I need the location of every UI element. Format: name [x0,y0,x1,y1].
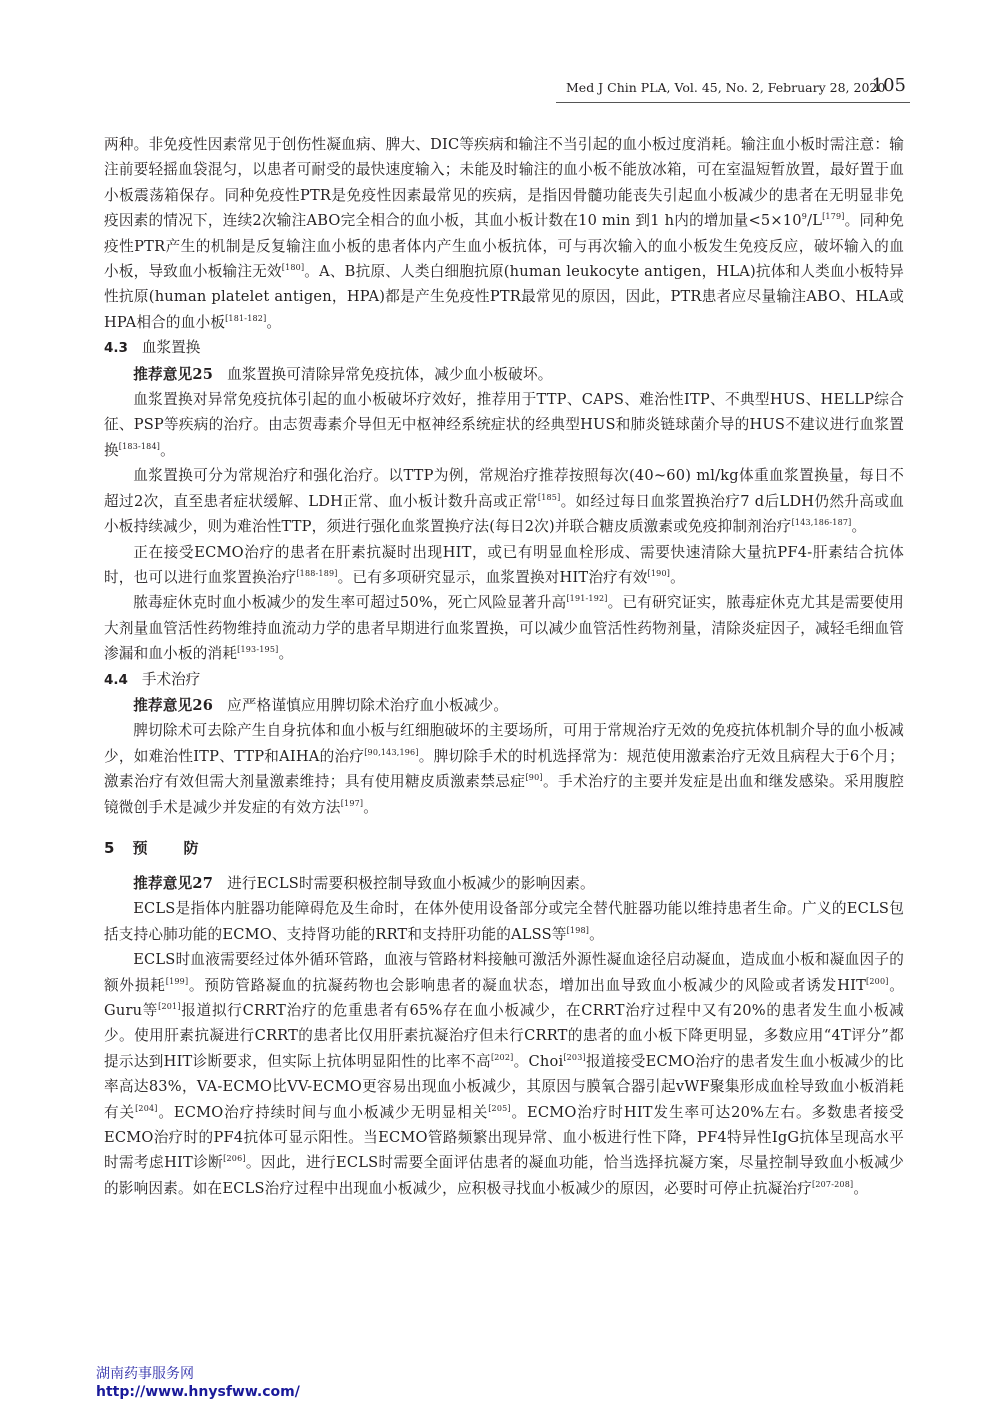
watermark-footer [96,1365,300,1401]
citation: [181-182] [225,313,267,323]
citation: [204] [135,1103,158,1113]
recommendation-26: 推荐意见26 应严格谨慎应用脾切除术治疗血小板减少。 [133,696,509,714]
article-body [104,132,904,1201]
citation: [205] [488,1103,511,1113]
citation: [199] [165,976,189,986]
citation: [198] [566,925,590,935]
citation: [179] [822,212,845,222]
citation: [191-192] [566,594,608,604]
section-heading-4-4: 4.4 手术治疗 [104,670,201,688]
paragraph-ecls-definition: ECLS是指体内脏器功能障碍危及生命时，在体外使用设备部分或完全替代脏器功能以维持患者生命。广义的ECLS包括支持心肺功能的ECMO、支持肾功能的RRT和支持肝功能的ALSS等[198]。 [104,900,904,943]
citation: [206] [223,1154,246,1164]
citation: [203] [563,1052,586,1062]
paragraph-ecls-coagulation: ECLS时血液需要经过体外循环管路，血液与管路材料接触可激活外源性凝血途径启动凝血，造成血小板和凝血因子的额外损耗[199]。预防管路凝血的抗凝药物也会影响患者的凝血状态，增加出血导致血小板减少的风险或者诱发HIT[200]。Guru等[201]报道拟行CRRT治疗的危重患者有65%存在血小板减少，在CRRT治疗过程中又有20%的患者发生血小板减少。使用肝素抗凝进行CRRT的患者比仅用肝素抗凝治疗但未行CRRT的患者的血小板下降更明显，多数应用“4T评分”都提示达到HIT诊断要求，但实际上抗体明显阳性的比率不高[202]。Choi[203]报道接受ECMO治疗的患者发生血小板减少的比率高达83%，VA-ECMO比VV-ECMO更容易出现血小板减少，其原因与膜氧合器引起vWF聚集形成血栓导致血小板消耗有关[204]。ECMO治疗持续时间与血小板减少无明显相关[205]。ECMO治疗时HIT发生率可达20%左右。多数患者接受ECMO治疗时的PF4抗体可显示阳性。当ECMO管路频繁出现异常、血小板进行性下降，PF4特异性IgG抗体呈现高水平时需考虑HIT诊断[206]。因此，进行ECLS时需要全面评估患者的凝血功能，恰当选择抗凝方案，尽量控制导致血小板减少的影响因素。如在ECLS治疗过程中出现血小板减少，应积极寻找血小板减少的原因，必要时可停止抗凝治疗[207-208]。 [104,951,904,1197]
paragraph-splenectomy: 脾切除术可去除产生自身抗体和血小板与红细胞破坏的主要场所，可用于常规治疗无效的免疫抗体机制介导的血小板减少，如难治性ITP、TTP和AIHA的治疗[90,143,196]。脾切除手术的时机选择常为：规范使用激素治疗无效且病程大于6个月；激素治疗有效但需大剂量激素维持；具有使用糖皮质激素禁忌症[90]。手术治疗的主要并发症是出血和继发感染。采用腹腔镜微创手术是减少并发症的有效方法[197]。 [104,722,904,816]
citation: [185] [537,492,561,502]
citation: [202] [490,1052,514,1062]
page-number: 105 [871,75,906,96]
paragraph-ecmo-hit: 正在接受ECMO治疗的患者在肝素抗凝时出现HIT，或已有明显血栓形成、需要快速清除大量抗PF4-肝素结合抗体时，也可以进行血浆置换治疗[188-189]。已有多项研究显示，血浆置换对HIT治疗有效[190]。 [104,543,904,586]
running-header [556,70,910,103]
recommendation-27: 推荐意见27 进行ECLS时需要积极控制导致血小板减少的影响因素。 [133,874,595,892]
citation: [207-208] [812,1179,854,1189]
section-heading-5: 5 预 防 [104,838,199,857]
recommendation-25: 推荐意见25 血浆置换可清除异常免疫抗体，减少血小板破坏。 [133,365,553,383]
citation: [190] [647,568,671,578]
citation: [188-189] [296,568,338,578]
citation: [143,186-187] [791,518,852,528]
journal-citation: Med J Chin PLA, Vol. 45, No. 2, February 28, 2020 [566,80,886,95]
citation: [201] [158,1002,181,1011]
site-name: 湖南药事服务网 [96,1366,194,1382]
citation: [90] [525,773,543,783]
citation: [90,143,196] [364,747,419,757]
site-url[interactable]: http://www.hnysfww.com/ [96,1384,300,1400]
citation: [197] [340,798,364,808]
paragraph-ptr-intro: 两种。非免疫性因素常见于创伤性凝血病、脾大、DIC等疾病和输注不当引起的血小板过度消耗。输注血小板时需注意：输注前要轻摇血袋混匀，以患者可耐受的最快速度输入；未能及时输注的血小板不能放冰箱，可在室温短暂放置，最好置于血小板震荡箱保存。同种免疫性PTR是免疫性因素最常见的疾病，是指因骨髓功能丧失引起血小板减少的患者在无明显非免疫因素的情况下，连续2次输注ABO完全相合的血小板，其血小板计数在10 min 到1 h内的增加量$<5\times 10^9/L[179]$。同种免疫性PTR产生的机制是反复输注血小板的患者体内产生血小板抗体，可与再次输入的血小板发生免疫反应，破坏输入的血小板，导致血小板输注无效[180]。A、B抗原、人类白细胞抗原(human leukocyte antigen，HLA)抗体和人类血小板特异性抗原(human platelet antigen，HPA)都是产生免疫性PTR最常见的原因，因此，PTR患者应尽量输注ABO、HLA或HPA相合的血小板[181-182]。 [104,136,904,331]
paragraph-plasma-exchange-regimen: 血浆置换可分为常规治疗和强化治疗。以TTP为例，常规治疗推荐按照每次(40~60) ml/kg体重血浆置换量，每日不超过2次，直至患者症状缓解、LDH正常、血小板计数升高或正常[185]。如经过每日血浆置换治疗7 d后LDH仍然升高或血小板持续减少，则为难治性TTP，须进行强化血浆置换疗法(每日2次)并联合糖皮质激素或免疫抑制剂治疗[143,186-187]。 [104,467,905,536]
paragraph-plasma-exchange-indications: 血浆置换对异常免疫抗体引起的血小板破坏疗效好，推荐用于TTP、CAPS、难治性ITP、不典型HUS、HELLP综合征、PSP等疾病的治疗。由志贺毒素介导但无中枢神经系统症状的经典型HUS和肺炎链球菌介导的HUS不建议进行血浆置换[183-184]。 [104,391,904,459]
citation: [183-184] [118,441,161,451]
citation: [180] [281,263,305,273]
section-heading-4-3: 4.3 血浆置换 [104,339,201,357]
citation: [200] [866,976,889,986]
citation: [193-195] [237,645,279,655]
paragraph-septic-shock: 脓毒症休克时血小板减少的发生率可超过50%，死亡风险显著升高[191-192]。已有研究证实，脓毒症休克尤其是需要使用大剂量血管活性药物维持血流动力学的患者早期进行血浆置换，可以减少血管活性药物剂量，清除炎症因子，减轻毛细血管渗漏和血小板的消耗[193-195]。 [104,594,904,663]
